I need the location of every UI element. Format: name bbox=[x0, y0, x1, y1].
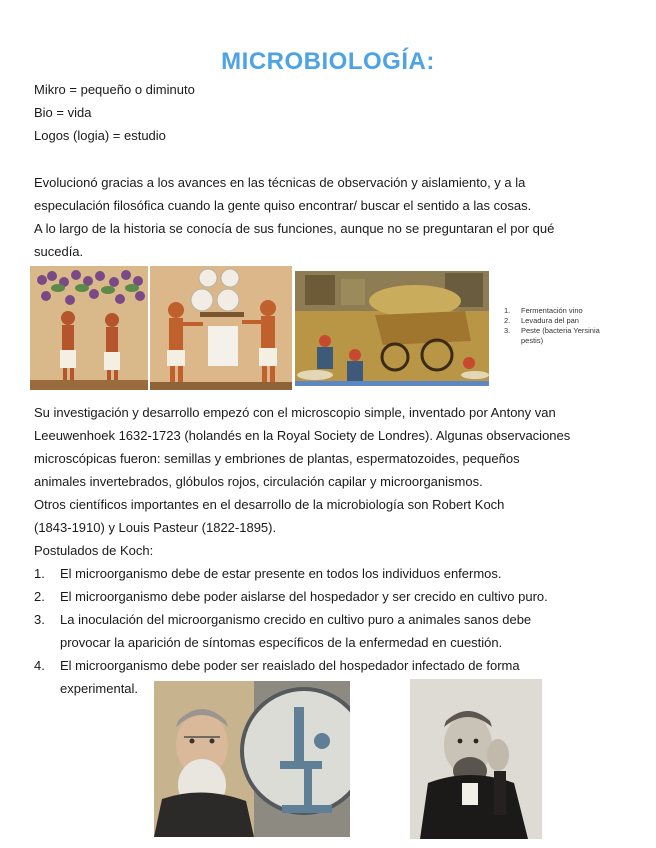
body-line: (1843-1910) y Louis Pasteur (1822-1895). bbox=[34, 520, 277, 535]
postulate-number: 4. bbox=[34, 658, 45, 673]
postulate-text: provocar la aparición de síntomas específicos de la enfermedad en cuestión. bbox=[60, 635, 503, 650]
postulate-text: El microorganismo debe de estar presente en todos los individuos enfermos. bbox=[60, 566, 502, 581]
page-title: MICROBIOLOGÍA: bbox=[221, 48, 435, 75]
intro-line: sucedía. bbox=[34, 244, 84, 259]
caption-item: 1. Fermentación vino bbox=[504, 306, 583, 315]
plague-image bbox=[295, 271, 489, 386]
caption-item: pestis) bbox=[521, 336, 544, 345]
pasteur-portrait bbox=[410, 679, 542, 839]
body-line: Leeuwenhoek 1632-1723 (holandés en la Royal Society de Londres). Algunas observaciones bbox=[34, 428, 571, 443]
wine-fermentation-image bbox=[30, 266, 148, 390]
bread-yeast-image bbox=[150, 266, 292, 390]
caption-item: 2. Levadura del pan bbox=[504, 316, 579, 325]
etymology-line: Bio = vida bbox=[34, 105, 92, 120]
image-caption bbox=[504, 306, 654, 346]
postulate-number: 2. bbox=[34, 589, 45, 604]
postulate-number: 3. bbox=[34, 612, 45, 627]
body-line: Otros científicos importantes en el desarrollo de la microbiología son Robert Koch bbox=[34, 497, 505, 512]
body-line: microscópicas fueron: semillas y embriones de plantas, espermatozoides, pequeños bbox=[34, 451, 520, 466]
postulate-text: El microorganismo debe poder ser reaislado del hospedador infectado de forma bbox=[60, 658, 520, 673]
postulates-heading: Postulados de Koch: bbox=[34, 543, 154, 558]
postulate-text: El microorganismo debe poder aislarse del hospedador y ser crecido en cultivo puro. bbox=[60, 589, 548, 604]
koch-microscope-portrait bbox=[154, 681, 350, 837]
etymology-line: Mikro = pequeño o diminuto bbox=[34, 82, 195, 97]
postulate-text: La inoculación del microorganismo crecido en cultivo puro a animales sanos debe bbox=[60, 612, 532, 627]
postulate-text: experimental. bbox=[60, 681, 139, 696]
intro-line: A lo largo de la historia se conocía de sus funciones, aunque no se preguntaran el por qué bbox=[34, 221, 555, 236]
etymology-line: Logos (logia) = estudio bbox=[34, 128, 166, 143]
body-line: Su investigación y desarrollo empezó con el microscopio simple, inventado por Antony van bbox=[34, 405, 556, 420]
body-line: animales invertebrados, glóbulos rojos, circulación capilar y microorganismos. bbox=[34, 474, 483, 489]
postulate-number: 1. bbox=[34, 566, 45, 581]
intro-line: especulación filosófica cuando la gente quiso encontrar/ buscar el sentido a las cosas. bbox=[34, 198, 532, 213]
intro-line: Evolucionó gracias a los avances en las técnicas de observación y aislamiento, y a la bbox=[34, 175, 526, 190]
caption-item: 3. Peste (bacteria Yersinia bbox=[504, 326, 600, 335]
